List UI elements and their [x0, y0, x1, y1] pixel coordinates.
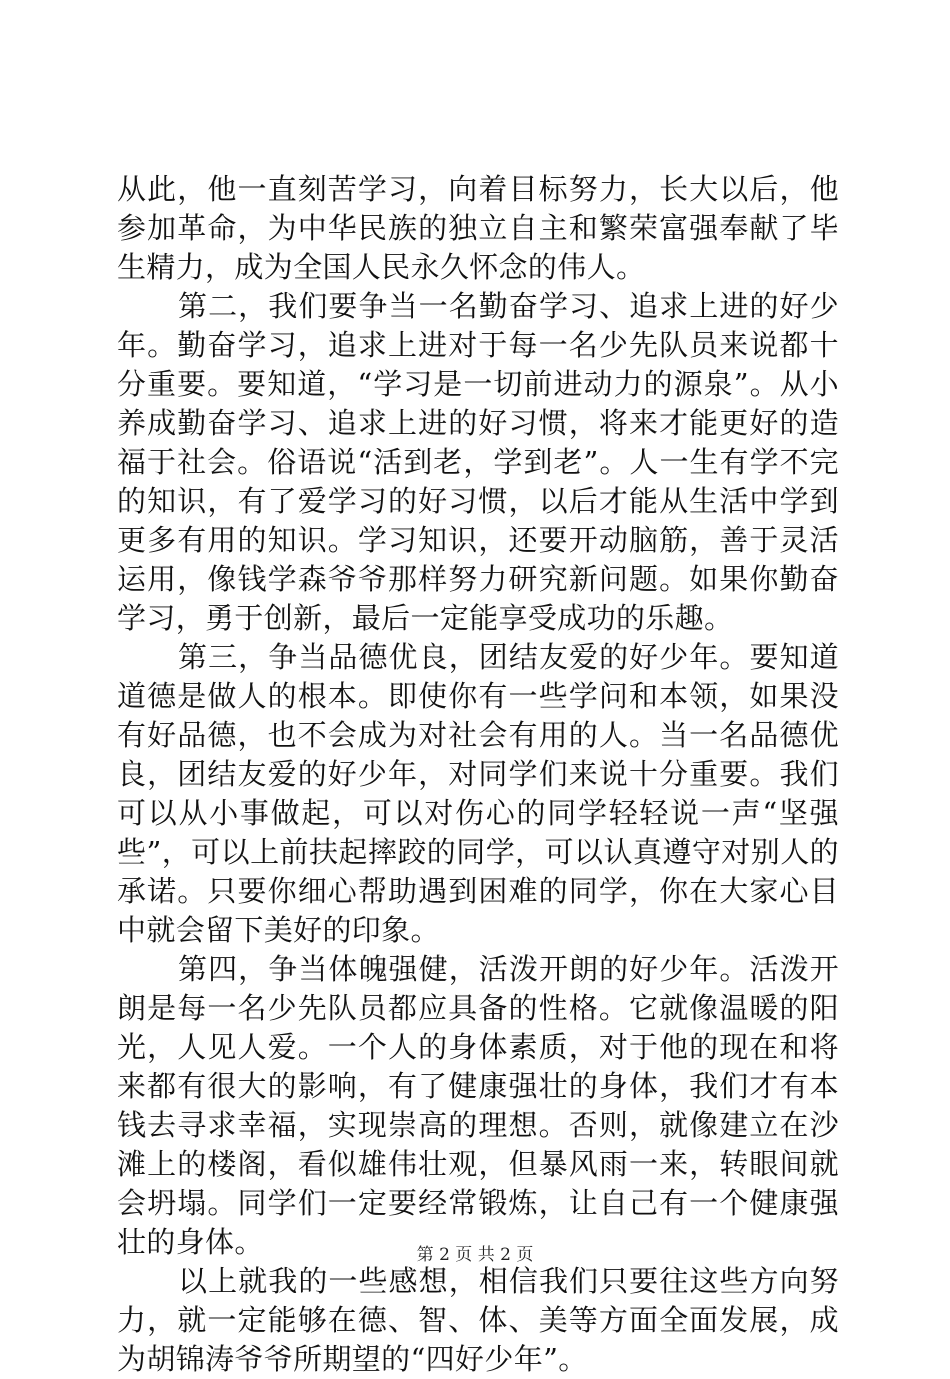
paragraph-third-point: 第三，争当品德优良，团结友爱的好少年。要知道道德是做人的根本。即使你有一些学问和本领，如果没有好品德，也不会成为对社会有用的人。当一名品德优良，团结友爱的好少年，对同学们来说十分重要。我们可以从小事做起，可以对伤心的同学轻轻说一声“坚强些”，可以上前扶起摔跤的同学，可以认真遵守对别人的承诺。只要你细心帮助遇到困难的同学，你在大家心目中就会留下美好的印象。 [117, 640, 839, 947]
paragraph-fourth-point: 第四，争当体魄强健，活泼开朗的好少年。活泼开朗是每一名少先队员都应具备的性格。它就像温暖的阳光，人见人爱。一个人的身体素质，对于他的现在和将来都有很大的影响，有了健康强壮的身体，我们才有本钱去寻求幸福，实现崇高的理想。否则，就像建立在沙滩上的楼阁，看似雄伟壮观，但暴风雨一来，转眼间就会坍塌。同学们一定要经常锻炼，让自己有一个健康强壮的身体。 [117, 952, 839, 1259]
page-number-footer: 第 2 页 共 2 页 [416, 1245, 534, 1265]
document-body [117, 170, 839, 1379]
paragraph-conclusion: 以上就我的一些感想，相信我们只要往这些方向努力，就一定能够在德、智、体、美等方面全面发展，成为胡锦涛爷爷所期望的“四好少年”。 [117, 1264, 839, 1376]
paragraph-second-point: 第二，我们要争当一名勤奋学习、追求上进的好少年。勤奋学习，追求上进对于每一名少先队员来说都十分重要。要知道，“学习是一切前进动力的源泉”。从小养成勤奋学习、追求上进的好习惯，将来才能更好的造福于社会。俗语说“活到老，学到老”。人一生有学不完的知识，有了爱学习的好习惯，以后才能从生活中学到更多有用的知识。学习知识，还要开动脑筋，善于灵活运用，像钱学森爷爷那样努力研究新问题。如果你勤奋学习，勇于创新，最后一定能享受成功的乐趣。 [117, 289, 839, 635]
paragraph-continuation: 从此，他一直刻苦学习，向着目标努力，长大以后，他参加革命，为中华民族的独立自主和繁荣富强奉献了毕生精力，成为全国人民永久怀念的伟人。 [117, 172, 839, 284]
